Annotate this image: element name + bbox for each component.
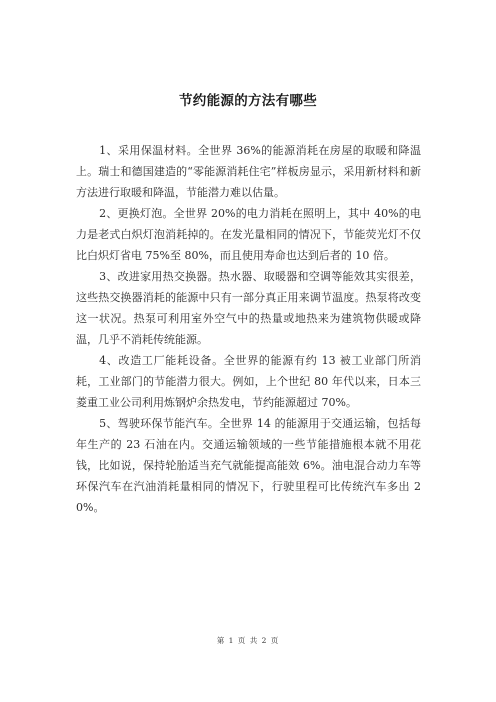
page-number-footer: 第 1 页 共 2 页 xyxy=(216,636,280,645)
paragraph-1: 1、采用保温材料。全世界 36%的能源消耗在房屋的取暖和降温上。瑞士和德国建造的“零能源消耗住宅”样板房显示，采用新材料和新方法进行取暖和降温，节能潜力难以估量。 xyxy=(76,144,421,199)
paragraph-2: 2、更换灯泡。全世界 20%的电力消耗在照明上，其中 40%的电力是老式白炽灯泡消耗掉的。在发光量相同的情况下，节能荧光灯不仅比白炽灯省电 75%至 80%，而且使用寿命也达到后者的 10 倍。 xyxy=(76,207,421,262)
paragraph-4: 4、改造工厂能耗设备。全世界的能源有约 13 被工业部门所消耗，工业部门的节能潜力很大。例如，上个世纪 80 年代以来，日本三菱重工业公司利用炼钢炉余热发电，节约能源超过 70%。 xyxy=(76,354,421,409)
paragraph-5: 5、驾驶环保节能汽车。全世界 14 的能源用于交通运输，包括每年生产的 23 石油在内。交通运输领域的一些节能措施根本就不用花钱，比如说，保持轮胎适当充气就能提高能效 6%。油电混合动力车等环保汽车在汽油消耗量相同的情况下，行驶里程可比传统汽车多出 20%。 xyxy=(76,417,421,514)
paragraph-3: 3、改进家用热交换器。热水器、取暖器和空调等能效其实很差，这些热交换器消耗的能源中只有一部分真正用来调节温度。热泵将改变这一状况。热泵可利用室外空气中的热量或地热来为建筑物供暖或降温，几乎不消耗传统能源。 xyxy=(76,270,421,346)
document-title: 节约能源的方法有哪些 xyxy=(179,93,317,109)
document-body xyxy=(76,140,421,518)
